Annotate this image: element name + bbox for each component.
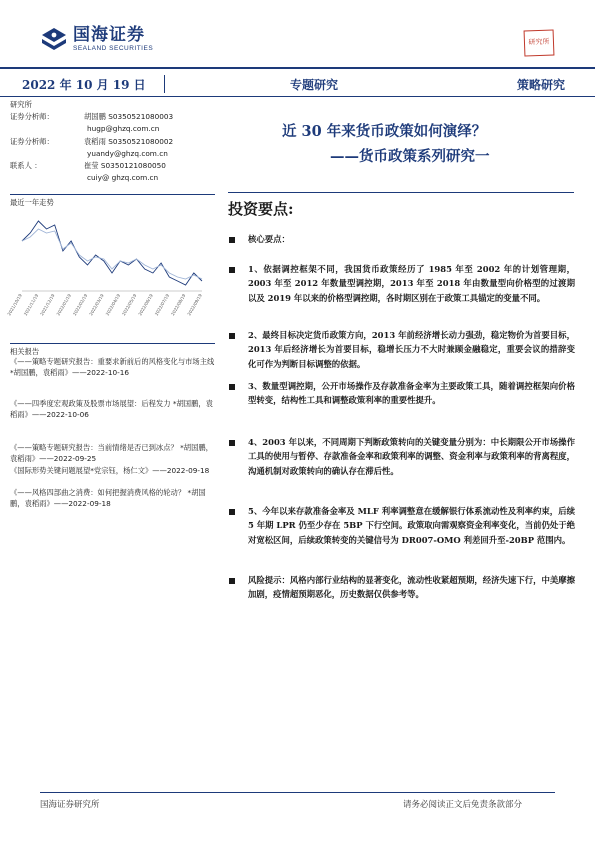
analyst-email: yuandy@ghzq.com.cn	[87, 149, 168, 158]
related-reports-title: 相关报告	[10, 347, 40, 356]
main-rule	[228, 192, 574, 193]
bullet-square-icon	[229, 333, 235, 339]
contact-person	[10, 161, 166, 171]
key-point: 5、今年以来存款准备金率及 MLF 利率调整意在缓解银行体系流动性及利率约束，后续 5 年期 LPR 仍至少存在 5BP 下行空间。政策取向需观察资金利率变化，当前仍处于绝对宽松区间，后续政策转变的关键信号为 DR007-OMO 利差回升至-20BP 范围内。	[248, 506, 575, 545]
bullet-square-icon	[229, 237, 235, 243]
report-title: 近 30 年来货币政策如何演绎？	[282, 123, 487, 140]
analyst-2	[10, 137, 173, 147]
analyst-email: hugp@ghzq.com.cn	[87, 124, 160, 133]
key-point: 核心要点：	[248, 234, 290, 244]
one-year-trend-chart	[6, 209, 210, 335]
analyst-role: 证券分析师：	[10, 137, 54, 146]
related-report-item[interactable]: 《——四季度宏观政策及股票市场展望：后程发力 *胡国鹏，袁稻雨》——2022-10-06	[10, 399, 213, 419]
research-institute-seal: 研究所	[524, 29, 555, 56]
analyst-role: 联系人 ：	[10, 161, 42, 170]
report-subtitle: ——货币政策系列研究一	[330, 148, 490, 165]
report-subcategory: 策略研究	[517, 78, 566, 92]
sidebar-rule	[10, 194, 215, 195]
key-point: 4、2003 年以来，不同周期下判断政策转向的关键变量分别为：中长期限公开市场操作工具的使用与暂停、存款准备金率和政策利率的调整、资金利率与政策利率的背离程度，沟通机制对政策转向的确认存在滞后性。	[248, 437, 575, 476]
header-top-rule	[0, 67, 595, 69]
x-tick-label: 2022/05/19	[121, 293, 138, 317]
x-tick-label: 2022/01/19	[55, 293, 72, 317]
footer-company: 国海证券研究所	[40, 800, 100, 810]
company-logo	[40, 26, 153, 54]
series-line-2	[22, 229, 202, 279]
analyst-name-id: 胡国鹏 S0350521080003	[84, 112, 174, 121]
x-tick-label: 2021/12/19	[39, 293, 56, 317]
footer-disclaimer-note: 请务必阅读正文后免责条款部分	[403, 800, 523, 810]
logo-chinese-name: 国海证券	[73, 25, 145, 46]
x-tick-label: 2022/07/19	[153, 293, 171, 317]
bullet-square-icon	[229, 267, 235, 273]
logo-mark-icon	[40, 26, 68, 54]
key-point: 3、数量型调控期，公开市场操作及存款准备金率为主要政策工具，随着调控框架向价格型转变，结构性工具和调整政策利率的重要性提升。	[248, 381, 575, 406]
x-tick-label: 2022/09/19	[186, 293, 203, 317]
x-tick-label: 2022/02/19	[71, 293, 89, 317]
risk-warning: 风险提示：风格内部行业结构的显著变化，流动性收紧超预期，经济失速下行，中美摩擦加剧，疫情超预期恶化，历史数据仅供参考等。	[248, 575, 575, 600]
bullet-square-icon	[229, 440, 235, 446]
sidebar-label: 研究所	[10, 100, 32, 109]
chart-title: 最近一年走势	[10, 198, 54, 207]
x-tick-label: 2022/04/19	[104, 293, 122, 317]
related-report-item[interactable]: 《——策略专题研究报告：重要求新前后的风格变化与市场主线 *胡国鹏，袁稻雨》——2022-10-16	[10, 357, 215, 377]
section-title: 投资要点:	[228, 200, 294, 218]
bullet-square-icon	[229, 384, 235, 390]
related-report-item[interactable]: 《——风格四部曲之消费：如何把握消费风格的轮动？ *胡国鹏，袁稻雨》——2022-09-18	[10, 488, 206, 508]
analyst-1	[10, 112, 173, 122]
key-point: 2、最终目标决定货币政策方向，2013 年前经济增长动力强劲，稳定物价为首要目标，2013 年后经济增长为首要目标，稳增长压力不大时兼顾金融稳定，重要会议的措辞变化可作为判断目标调整的依据。	[248, 330, 575, 369]
report-date: 2022 年 10 月 19 日	[22, 78, 146, 92]
footer-rule	[40, 792, 555, 793]
report-category: 专题研究	[290, 78, 339, 92]
x-tick-label: 2021/11/19	[22, 293, 40, 317]
sidebar-rule	[10, 343, 215, 344]
x-tick-label: 2022/08/19	[170, 293, 187, 317]
bullet-square-icon	[229, 509, 235, 515]
contact-email: cuiy@ ghzq.com.cn	[87, 173, 159, 182]
analyst-name-id: 袁稻雨 S0350521080002	[84, 137, 174, 146]
logo-english-name: SEALAND SECURITIES	[73, 45, 154, 53]
x-tick-label: 2022/06/19	[137, 293, 154, 317]
header-bottom-rule	[0, 96, 595, 97]
x-tick-label: 2021/10/19	[6, 293, 23, 317]
analyst-name-id: 崔莹 S0350121080050	[84, 161, 166, 170]
header-separator	[164, 75, 165, 93]
x-tick-label: 2022/03/19	[88, 293, 105, 317]
bullet-square-icon	[229, 578, 235, 584]
related-report-item[interactable]: 《国际形势关键问题展望*党宗钰，杨仁文》——2022-09-18	[10, 466, 210, 475]
related-report-item[interactable]: 《——策略专题研究报告：当前情绪是否已到冰点？ *胡国鹏，袁稻雨》——2022-09-25	[10, 443, 213, 463]
analyst-role: 证券分析师：	[10, 112, 54, 121]
key-point: 1、依据调控框架不同，我国货币政策经历了 1985 年至 2002 年的计划管理期，2003 年至 2012 年数量型调控期，2013 年至 2018 年由数量型向价格型的过渡期以及 2019 年以来的价格型调控期，各时期区别在于政策工具锚定的变量不同。	[248, 264, 575, 303]
